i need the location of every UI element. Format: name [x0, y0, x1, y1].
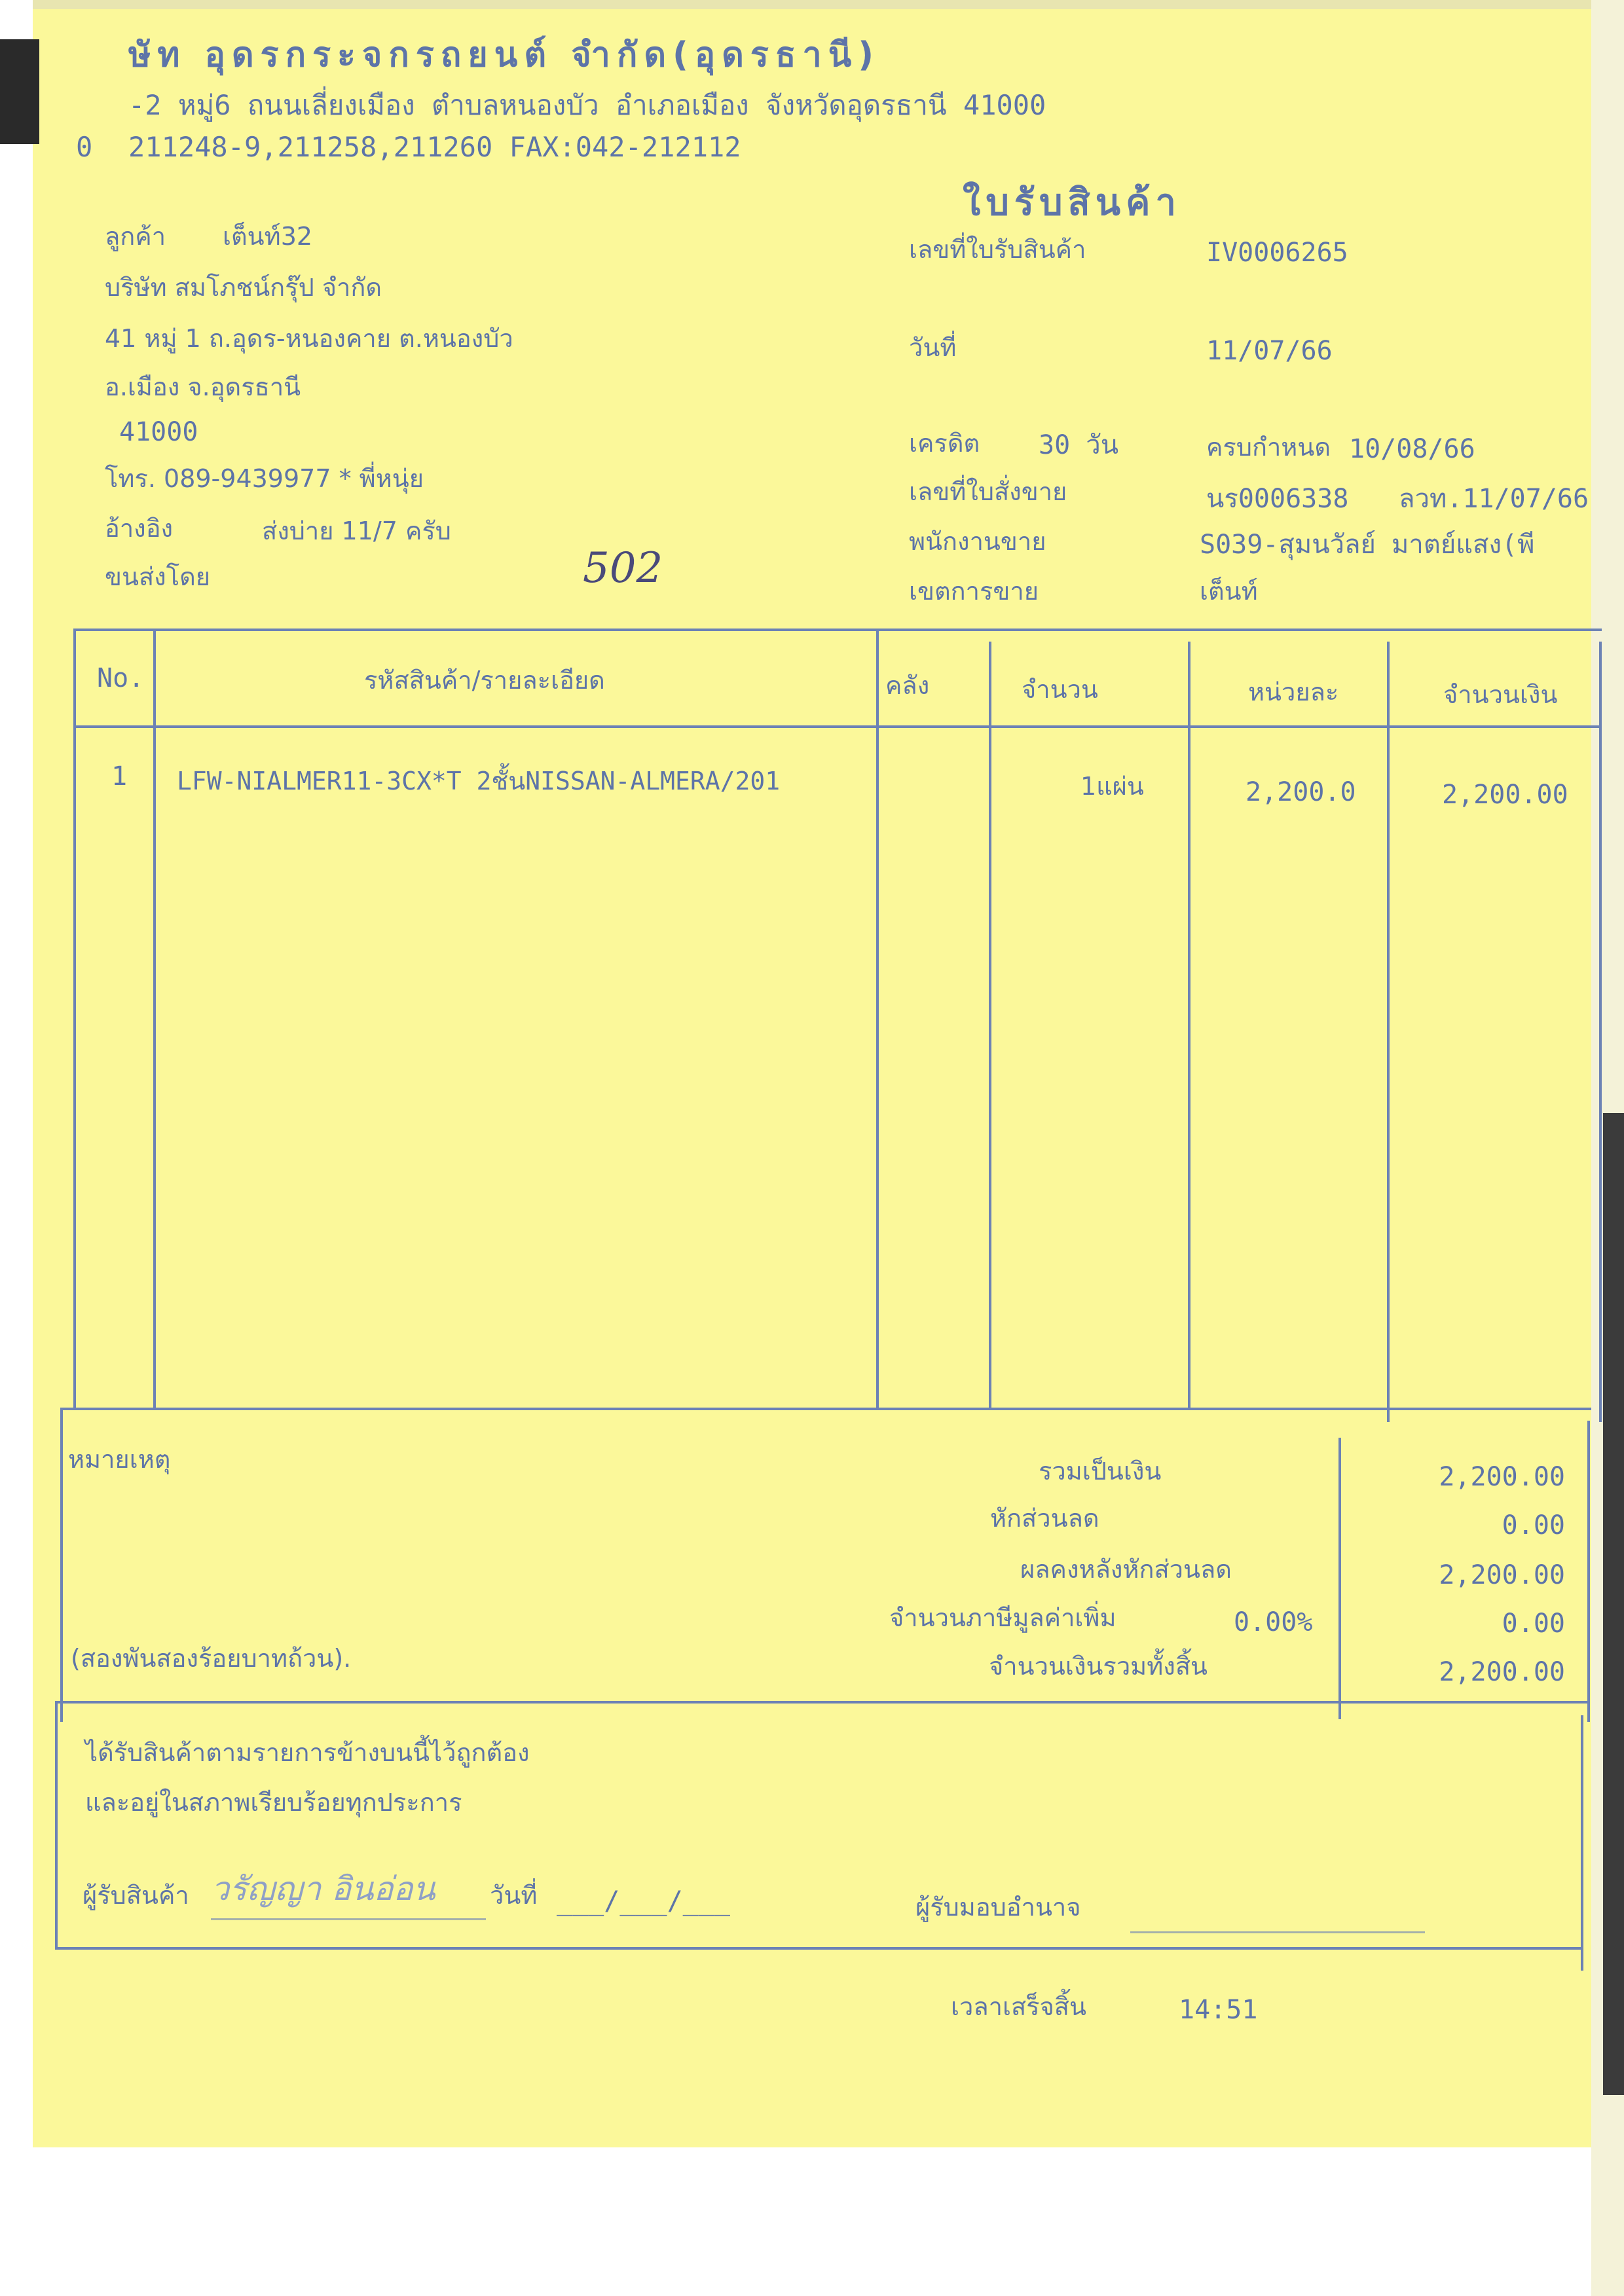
- row-unit-price: 2,200.0: [1246, 777, 1356, 807]
- summary-bottom-border: [58, 1701, 1589, 1704]
- credit-label: เครดิต: [909, 429, 980, 458]
- table-right-border: [1599, 642, 1602, 1422]
- receive-date-label: วันที่: [490, 1881, 538, 1910]
- table-left-border: [73, 629, 76, 1409]
- discount-value: 0.00: [1502, 1510, 1565, 1540]
- sales-area: เต็นท์: [1200, 577, 1258, 606]
- col-divider-4: [1188, 642, 1190, 1409]
- scan-edge-top: [33, 0, 1591, 9]
- company-phones: 211248-9,211258,211260 FAX:042-212112: [128, 131, 741, 163]
- subtotal-label: รวมเป็นเงิน: [1039, 1457, 1162, 1485]
- receipt-no: IV0006265: [1206, 238, 1348, 268]
- after-discount-label: ผลคงหลังหักส่วนลด: [1020, 1555, 1232, 1584]
- authorized-sign-line: [1130, 1931, 1425, 1933]
- row-no: 1: [111, 761, 128, 792]
- customer-postcode: 41000: [119, 417, 198, 447]
- grand-total-value: 2,200.00: [1439, 1657, 1565, 1687]
- customer-address-1: 41 หมู่ 1 ถ.อุดร-หนองคาย ต.หนองบัว: [105, 324, 513, 353]
- after-discount-value: 2,200.00: [1439, 1560, 1565, 1590]
- completed-time-label: เวลาเสร็จสิ้น: [951, 1992, 1086, 2021]
- customer-label: ลูกค้า: [105, 222, 166, 251]
- vat-rate: 0.00%: [1234, 1607, 1313, 1637]
- sales-order-no: นร0006338: [1206, 484, 1349, 514]
- remark-label: หมายเหตุ: [68, 1445, 171, 1474]
- header-no: No.: [97, 663, 145, 693]
- confirm-line-1: ได้รับสินค้าตามรายการข้างบนนี้ไว้ถูกต้อง: [85, 1738, 530, 1767]
- col-divider-5: [1387, 642, 1390, 1422]
- row-quantity: 1แผ่น: [1080, 772, 1144, 801]
- scan-edge-left: [0, 39, 39, 144]
- receipt-no-label: เลขที่ใบรับสินค้า: [909, 235, 1086, 264]
- summary-right-border: [1587, 1421, 1590, 1722]
- scan-edge-strip: [1603, 1113, 1624, 2095]
- col-divider-3: [989, 642, 991, 1409]
- vat-value: 0.00: [1502, 1609, 1565, 1639]
- shipping-label: ขนส่งโดย: [105, 562, 211, 591]
- handwritten-note: 502: [583, 544, 663, 592]
- amount-in-words: (สองพันสองร้อยบาทถ้วน).: [71, 1644, 352, 1673]
- discount-label: หักส่วนลด: [990, 1504, 1099, 1533]
- date-label: วันที่: [909, 333, 957, 362]
- summary-left-border: [60, 1408, 63, 1722]
- phone-prefix: 0: [76, 131, 93, 163]
- vat-label: จำนวนภาษีมูลค่าเพิ่ม: [889, 1603, 1116, 1632]
- footer-bottom-border: [55, 1947, 1583, 1950]
- sales-area-label: เขตการขาย: [909, 577, 1039, 606]
- due-date: 10/08/66: [1349, 434, 1475, 464]
- row-description: LFW-NIALMER11-3CX*T 2ชั้นNISSAN-ALMERA/201: [177, 767, 781, 795]
- col-divider-2: [876, 629, 879, 1409]
- document-title: ใบรับสินค้า: [963, 181, 1181, 224]
- summary-totals-divider: [1338, 1438, 1341, 1719]
- company-name: ษัท อุดรกระจกรถยนต์ จำกัด(อุดรธานี): [128, 35, 881, 75]
- customer-name: บริษัท สมโภชน์กรุ๊ป จำกัด: [105, 273, 382, 302]
- reference-value: ส่งบ่าย 11/7 ครับ: [262, 517, 451, 545]
- table-top-border: [73, 629, 1602, 631]
- due-label: ครบกำหนด: [1206, 433, 1331, 462]
- customer-address-2: อ.เมือง จ.อุดรธานี: [105, 373, 301, 401]
- sales-order-label: เลขที่ใบสั่งขาย: [909, 477, 1067, 506]
- footer-right-border: [1581, 1715, 1583, 1971]
- subtotal-value: 2,200.00: [1439, 1462, 1565, 1492]
- customer-phone: โทร. 089-9439977 * พี่หนุ่ย: [105, 464, 424, 493]
- completed-time: 14:51: [1179, 1995, 1258, 2025]
- receiver-signature: วรัญญา อินอ่อน: [211, 1870, 435, 1908]
- header-unit-price: หน่วยละ: [1248, 678, 1339, 706]
- receiver-sign-line: [211, 1918, 486, 1920]
- company-address: -2 หมู่6 ถนนเลี่ยงเมือง ตำบลหนองบัว อำเภอเมือง จังหวัดอุดรธานี 41000: [128, 89, 1046, 121]
- col-divider-1: [153, 629, 156, 1409]
- customer-code: เต็นท์32: [223, 222, 313, 251]
- sales-order-date: ลวท.11/07/66: [1399, 484, 1589, 514]
- header-warehouse: คลัง: [885, 671, 930, 700]
- header-amount: จำนวนเงิน: [1443, 680, 1558, 709]
- date-value: 11/07/66: [1206, 336, 1333, 366]
- header-description: รหัสสินค้า/รายละเอียด: [364, 666, 605, 695]
- document-sheet: [33, 0, 1591, 2147]
- reference-label: อ้างอิง: [105, 514, 174, 543]
- table-bottom-border: [63, 1408, 1591, 1410]
- authorized-label: ผู้รับมอบอำนาจ: [915, 1893, 1081, 1922]
- header-quantity: จำนวน: [1022, 675, 1098, 704]
- row-amount: 2,200.00: [1442, 780, 1568, 810]
- confirm-line-2: และอยู่ในสภาพเรียบร้อยทุกประการ: [85, 1788, 462, 1817]
- salesperson: S039-สุมนวัลย์ มาตย์แสง(พี: [1200, 530, 1535, 560]
- receive-date-blank: ___/___/___: [557, 1886, 730, 1916]
- salesperson-label: พนักงานขาย: [909, 527, 1046, 556]
- table-header-divider: [73, 725, 1602, 728]
- footer-left-border: [55, 1701, 58, 1950]
- receiver-label: ผู้รับสินค้า: [83, 1881, 189, 1910]
- credit-days: 30 วัน: [1039, 430, 1119, 460]
- grand-total-label: จำนวนเงินรวมทั้งสิ้น: [989, 1652, 1208, 1681]
